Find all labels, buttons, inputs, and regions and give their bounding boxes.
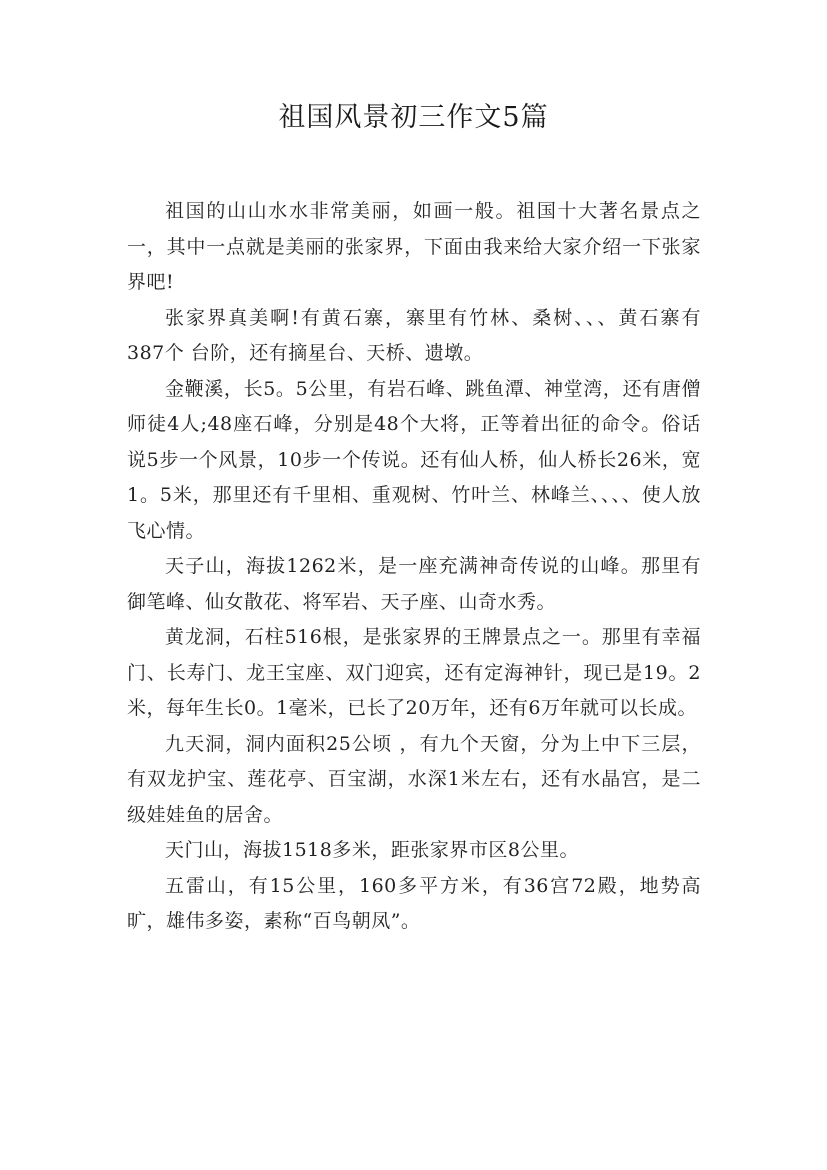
document-body bbox=[127, 194, 701, 940]
paragraph: 天子山，海拔1262米，是一座充满神奇传说的山峰。那里有御笔峰、仙女散花、将军岩、天子座、山奇水秀。 bbox=[127, 555, 701, 613]
paragraph: 黄龙洞，石柱516根，是张家界的王牌景点之一。那里有幸福门、长寿门、龙王宝座、双门迎宾，还有定海神针，现已是19。2米，每年生长0。1毫米，已长了20万年，还有6万年就可以长成。 bbox=[127, 626, 701, 719]
paragraph: 祖国的山山水水非常美丽，如画一般。祖国十大著名景点之一，其中一点就是美丽的张家界，下面由我来给大家介绍一下张家界吧! bbox=[127, 200, 701, 293]
paragraph: 天门山，海拔1518多米，距张家界市区8公里。 bbox=[165, 839, 579, 861]
paragraph: 五雷山，有15公里，160多平方米，有36宫72殿，地势高旷，雄伟多姿，素称“百鸟朝凤”。 bbox=[127, 874, 701, 932]
paragraph: 张家界真美啊!有黄石寨，寨里有竹林、桑树、、、黄石寨有 387个 台阶，还有摘星台、天桥、遗墩。 bbox=[127, 306, 701, 364]
document-title: 祖国风景初三作文5篇 bbox=[278, 102, 549, 133]
paragraph: 九天洞，洞内面积25公顷 ，有九个天窗，分为上中下三层，有双龙护宝、莲花亭、百宝湖，水深1米左右，还有水晶宫，是二级娃娃鱼的居舍。 bbox=[127, 732, 701, 826]
paragraph: 金鞭溪，长5。5公里，有岩石峰、跳鱼潭、神堂湾，还有唐僧师徒4人;48座石峰，分别是48个大将，正等着出征的命令。俗话说5步一个风景，10步一个传说。还有仙人桥，仙人桥长26米，宽1。5米，那里还有千里相、重观树、竹叶兰、林峰兰、、、、使人放飞心情。 bbox=[127, 377, 701, 542]
